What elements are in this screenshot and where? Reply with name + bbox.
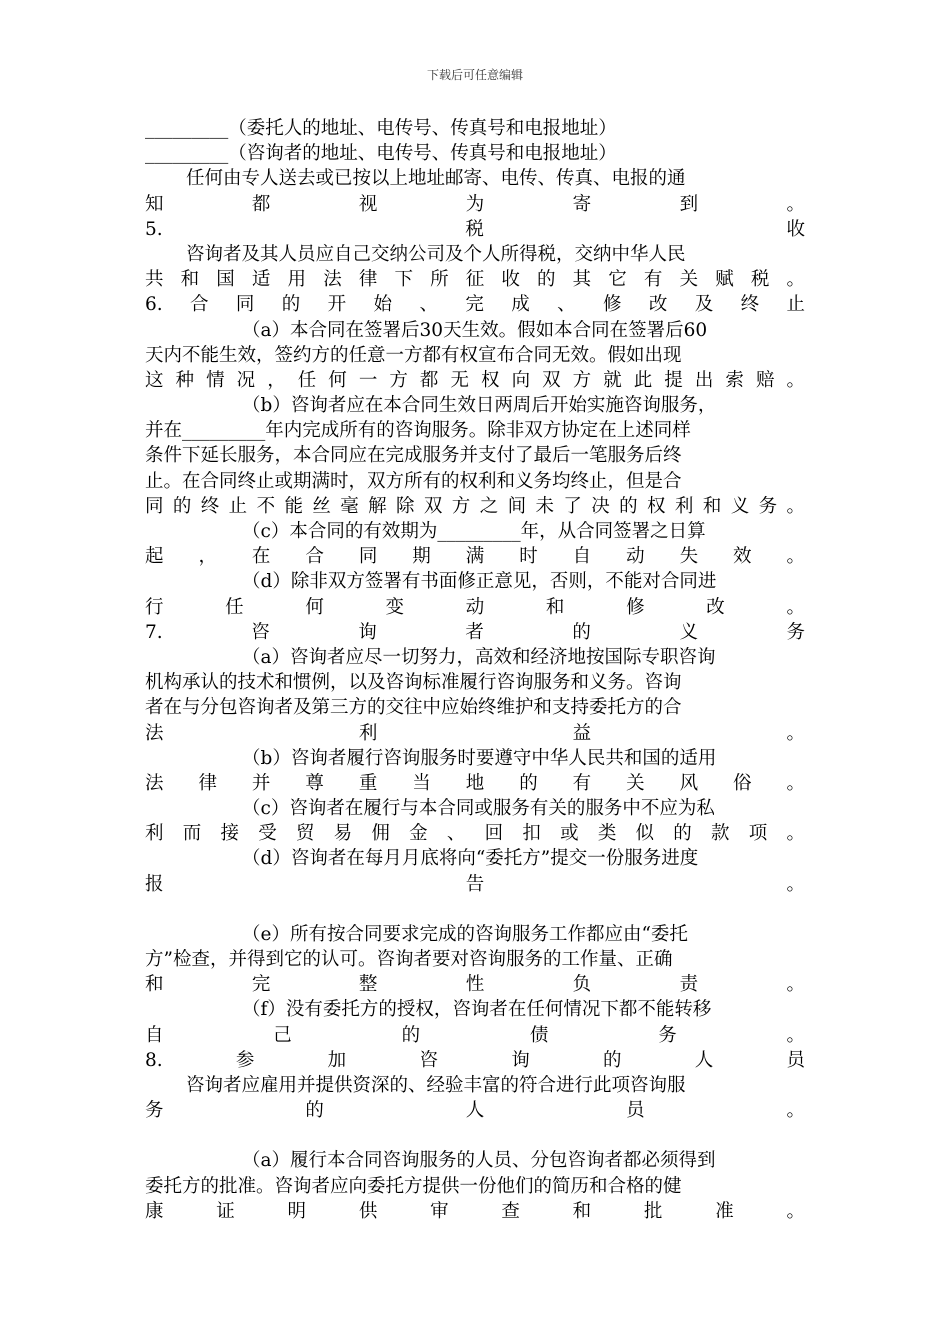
document-line: 天内不能生效，签约方的任意一方都有权宣布合同无效。假如出现 bbox=[145, 344, 682, 366]
document-line: （e）所有按合同要求完成的咨询服务工作都应由“委托 bbox=[242, 923, 688, 945]
document-line: （b）咨询者应在本合同生效日两周后开始实施咨询服务， bbox=[242, 395, 717, 417]
document-line: 并在_________年内完成所有的咨询服务。除非双方协定在上述同样 bbox=[145, 420, 691, 442]
document-line: 起，在合同期满时自动失效。 bbox=[145, 546, 805, 568]
document-line: _________（委托人的地址、电传号、传真号和电报地址） bbox=[145, 118, 617, 139]
document-line: （c）本合同的有效期为_________年，从合同签署之日算 bbox=[242, 521, 706, 542]
document-line: 自己的债务。 bbox=[145, 1024, 805, 1046]
document-line: 知都视为寄到。 bbox=[145, 193, 805, 215]
document-line: 6.合同的开始、完成、修改及终止 bbox=[145, 294, 805, 316]
document-line: 委托方的批准。咨询者应向委托方提供一份他们的简历和合格的健 bbox=[145, 1175, 682, 1197]
document-line: 止。在合同终止或期满时，双方所有的权利和义务均终止，但是合 bbox=[145, 470, 682, 492]
document-line: 咨询者及其人员应自己交纳公司及个人所得税，交纳中华人民 bbox=[186, 243, 686, 265]
document-line: 同的终止不能丝毫解除双方之间未了决的权利和义务。 bbox=[145, 495, 805, 517]
blank-line bbox=[145, 1123, 805, 1148]
document-line: 这种情况，任何一方都无权向双方就此提出索赔。 bbox=[145, 369, 805, 391]
document-line: （a）履行本合同咨询服务的人员、分包咨询者都必须得到 bbox=[242, 1150, 716, 1172]
document-line: 行任何变动和修改。 bbox=[145, 596, 805, 618]
document-line: （d）咨询者在每月月底将向“委托方”提交一份服务进度 bbox=[242, 848, 699, 870]
document-line: 任何由专人送去或已按以上地址邮寄、电传、传真、电报的通 bbox=[186, 168, 686, 190]
document-line: 条件下延长服务，本合同应在完成服务并支付了最后一笔服务后终 bbox=[145, 445, 682, 467]
document-line: 5.税收 bbox=[145, 218, 805, 240]
document-line: （b）咨询者履行咨询服务时要遵守中华人民共和国的适用 bbox=[242, 747, 717, 769]
document-line: 报告。 bbox=[145, 873, 805, 895]
document-line: 利而接受贸易佣金、回扣或类似的款项。 bbox=[145, 823, 805, 845]
document-line: （a）本合同在签署后30天生效。假如本合同在签署后60 bbox=[242, 319, 708, 341]
document-line: 法律并尊重当地的有关风俗。 bbox=[145, 772, 805, 794]
document-line: 机构承认的技术和惯例，以及咨询标准履行咨询服务和义务。咨询 bbox=[145, 672, 682, 694]
document-line: 康证明供审查和批准。 bbox=[145, 1200, 805, 1222]
document-line: （d）除非双方签署有书面修正意见，否则，不能对合同进 bbox=[242, 571, 717, 593]
blank-line bbox=[145, 897, 805, 922]
document-body bbox=[145, 116, 805, 1224]
document-line: 7.咨询者的义务 bbox=[145, 621, 805, 643]
document-line: 共和国适用法律下所征收的其它有关赋税。 bbox=[145, 269, 805, 291]
document-line: _________（咨询者的地址、电传号、传真号和电报地址） bbox=[145, 143, 617, 165]
document-line: （a）咨询者应尽一切努力，高效和经济地按国际专职咨询 bbox=[242, 646, 716, 668]
document-line: 务的人员。 bbox=[145, 1100, 805, 1122]
document-line: 和完整性负责。 bbox=[145, 974, 805, 996]
document-line: （f）没有委托方的授权，咨询者在任何情况下都不能转移 bbox=[242, 999, 712, 1021]
document-line: 法利益。 bbox=[145, 722, 805, 744]
document-line: 方”检查，并得到它的认可。咨询者要对咨询服务的工作量、正确 bbox=[145, 949, 673, 970]
document-line: 8.参加咨询的人员 bbox=[145, 1049, 805, 1071]
document-line: 咨询者应雇用并提供资深的、经验丰富的符合进行此项咨询服 bbox=[186, 1074, 686, 1096]
document-line: （c）咨询者在履行与本合同或服务有关的服务中不应为私 bbox=[242, 798, 715, 820]
document-line: 者在与分包咨询者及第三方的交往中应始终维护和支持委托方的合 bbox=[145, 697, 682, 719]
page-header: 下载后可任意编辑 bbox=[426, 68, 523, 82]
